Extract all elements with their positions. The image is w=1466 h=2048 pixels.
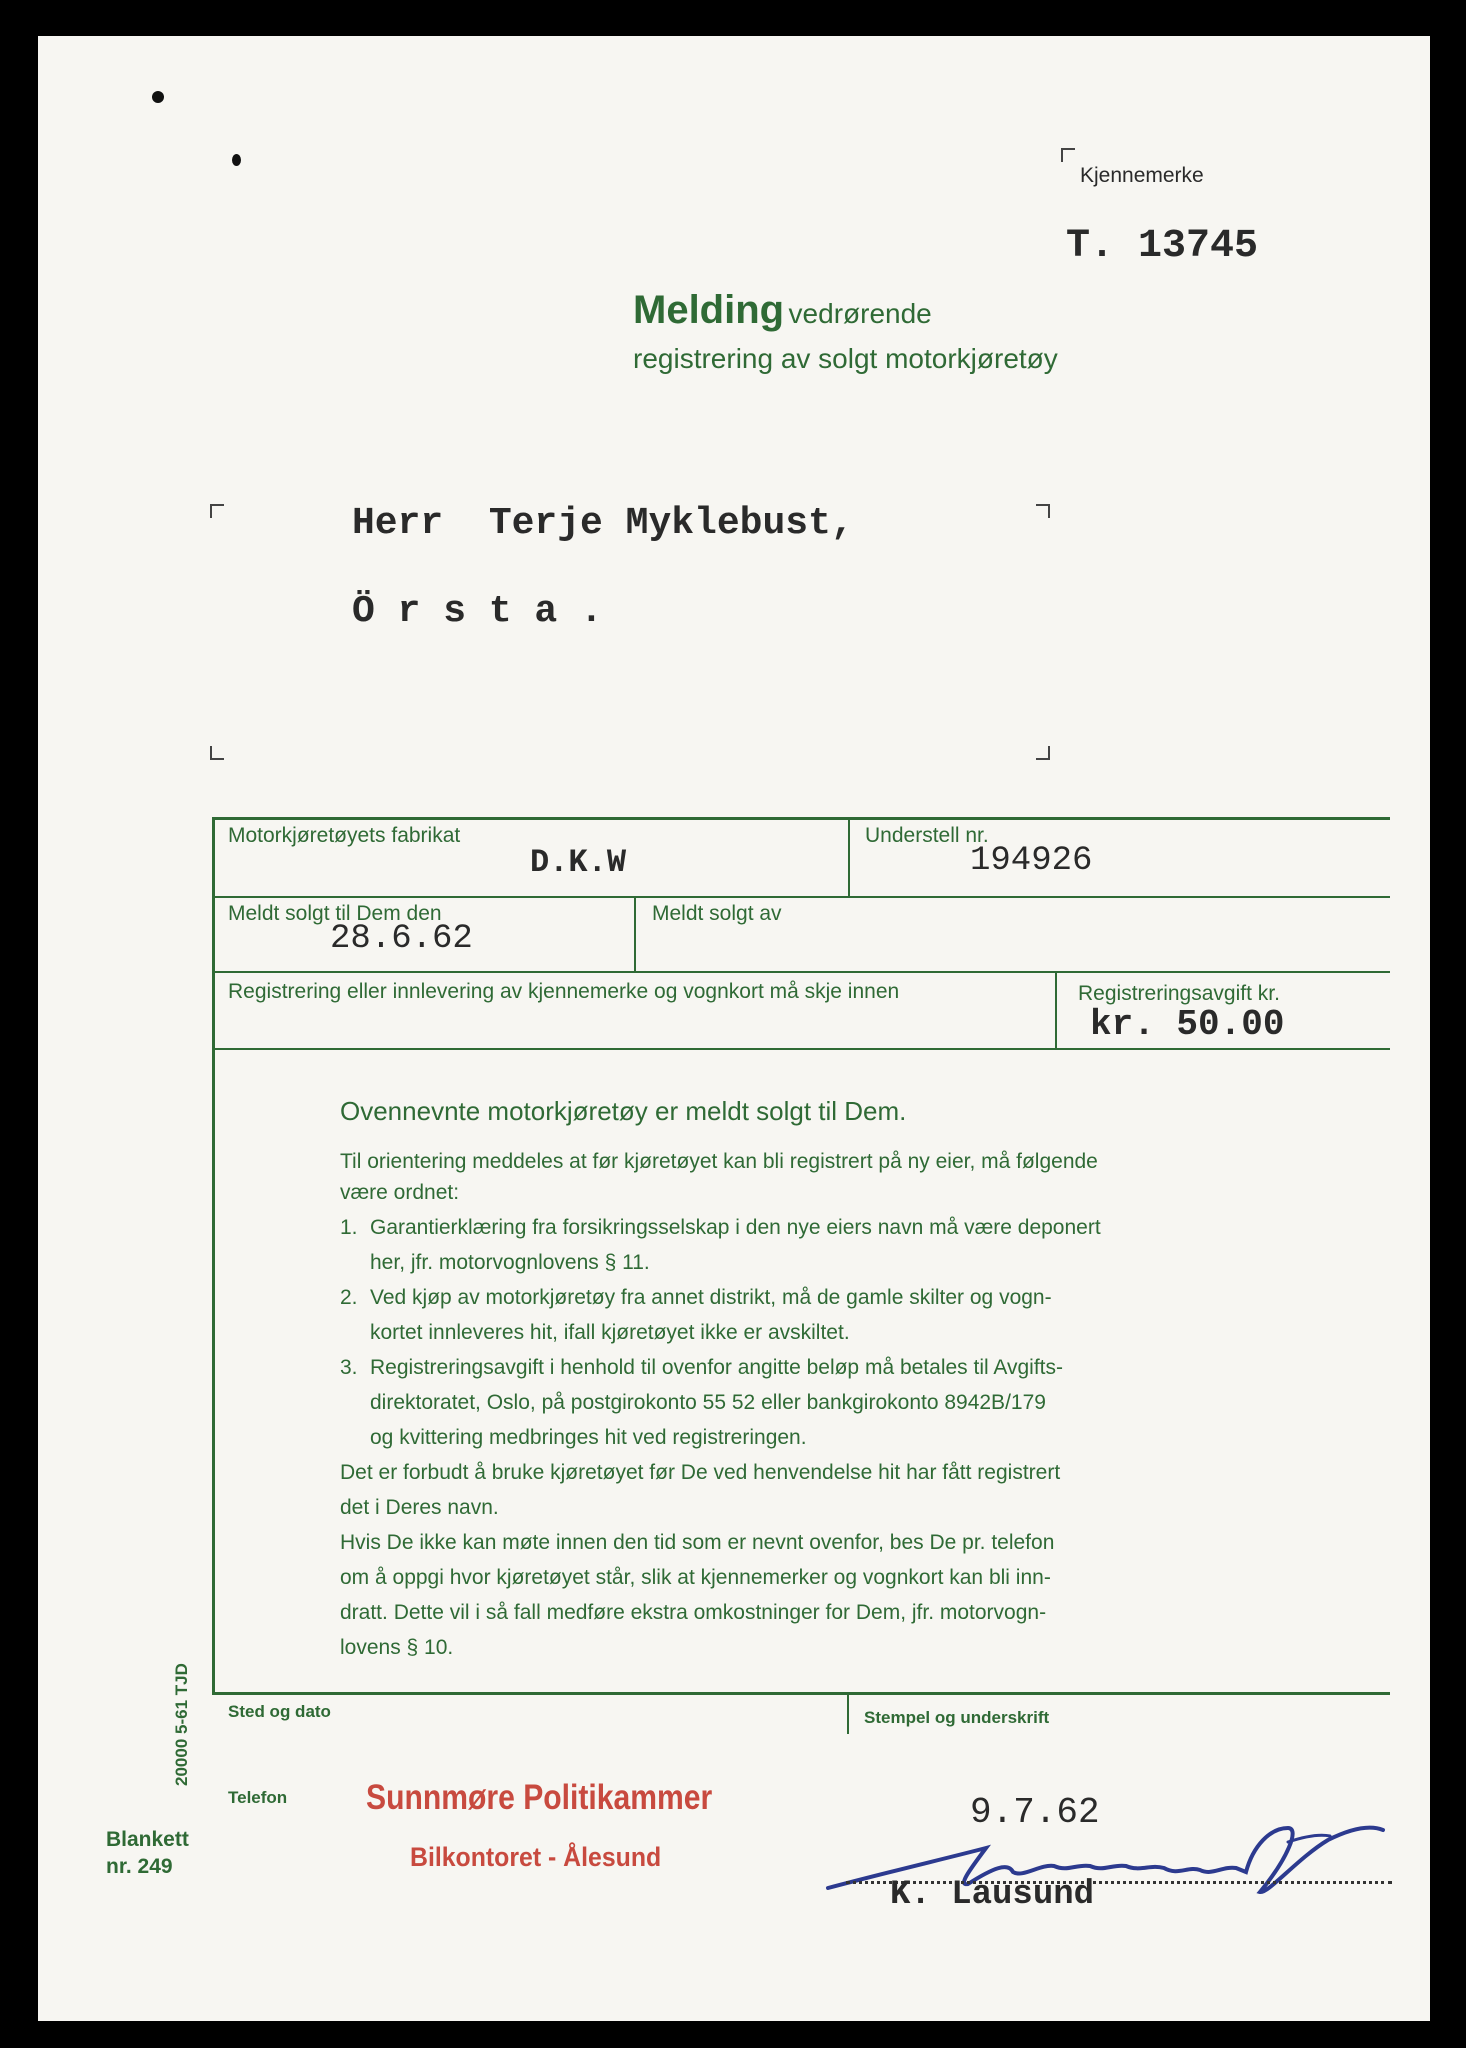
form-rule [212,1048,1390,1050]
stamp-line-2: Bilkontoret - Ålesund [410,1842,662,1872]
list-item-1-cont [340,1245,1101,1280]
paragraph-line: Hvis De ikke kan møte innen den tid som er nevnt ovenfor, bes De pr. telefon [340,1531,1055,1554]
list-number: 3. [340,1356,358,1379]
corner-bracket [1036,746,1050,760]
corner-bracket [210,746,224,760]
ink-mark [232,154,241,166]
title [633,288,932,333]
paragraph-line: det i Deres navn. [340,1496,499,1519]
form-divider [848,817,850,896]
meldt-solgt-til-value: 28.6.62 [330,920,473,958]
list-item-3-cont [340,1420,1101,1455]
corner-bracket [1061,148,1075,162]
telefon-label: Telefon [228,1788,288,1807]
recipient-place: Ö r s t a . [352,590,603,633]
body-text [340,1144,1101,1665]
form-left-rule [212,817,215,1694]
list-item-2-cont [340,1315,1101,1350]
blankett-line: nr. 249 [106,1855,173,1878]
form-divider [634,896,636,971]
list-number: 1. [340,1216,358,1239]
list-text: Ved kjøp av motorkjøretøy fra annet distrikt, må de gamle skilter og vogn- [370,1286,1052,1309]
list-text: kortet innleveres hit, ifall kjøretøyet ikke er avskiltet. [370,1321,850,1344]
intro-line: være ordnet: [340,1181,460,1204]
recipient-name: Herr Terje Myklebust, [352,502,854,545]
meldt-solgt-av-label: Meldt solgt av [652,902,782,925]
body-heading: Ovennevnte motorkjøretøy er meldt solgt til Dem. [340,1096,907,1126]
list-number: 2. [340,1286,358,1309]
understell-label: Understell nr. [865,824,989,847]
signature-date: 9.7.62 [970,1792,1100,1833]
fabrikat-value: D.K.W [530,844,627,881]
form-rule [212,1692,1390,1695]
registrering-label: Registrering eller innlevering av kjennemerke og vognkort må skje innen [228,980,900,1003]
sted-label: Sted og dato [228,1702,331,1721]
list-item-3 [340,1350,1101,1385]
understell-value: 194926 [970,842,1093,880]
ink-mark [152,91,164,103]
form-top-rule [212,817,1390,820]
kjennemerke-value: T. 13745 [1066,224,1259,269]
list-item-3-cont [340,1385,1101,1420]
document-page [38,36,1430,2021]
print-code: 20000 5-61 TJD [172,1663,191,1786]
intro-line: Til orientering meddeles at før kjøretøyet kan bli registrert på ny eier, må følgende [340,1150,1098,1173]
stamp-line-1: Sunnmøre Politikammer [366,1778,713,1817]
list-text: direktoratet, Oslo, på postgirokonto 55 52 eller bankgirokonto 8942B/179 [370,1391,1046,1414]
avgift-label: Registreringsavgift kr. [1078,982,1280,1005]
title-rest: vedrørende [788,298,932,329]
blankett-label [106,1826,189,1880]
paragraph-line: Det er forbudt å bruke kjøretøyet før De ved henvendelse hit har fått registrert [340,1461,1061,1484]
blankett-line: Blankett [106,1828,189,1851]
list-item-1 [340,1210,1101,1245]
kjennemerke-label: Kjennemerke [1080,164,1204,187]
signer-name: K. Lausund [890,1876,1095,1914]
form-rule [212,971,1390,973]
fabrikat-label: Motorkjøretøyets fabrikat [228,824,461,847]
form-divider [1055,971,1057,1048]
paragraph-line: lovens § 10. [340,1636,454,1659]
corner-bracket [210,504,224,518]
avgift-value: kr. 50.00 [1090,1004,1285,1045]
paragraph-line: dratt. Dette vil i så fall medføre ekstra omkostninger for Dem, jfr. motorvogn- [340,1601,1047,1624]
form-rule [212,896,1390,898]
paragraph-line: om å oppgi hvor kjøretøyet står, slik at kjennemerker og vognkort kan bli inn- [340,1566,1051,1589]
subtitle: registrering av solgt motorkjøretøy [633,343,1058,374]
title-bold: Melding [633,288,785,332]
list-text: Garantierklæring fra forsikringsselskap i den nye eiers navn må være deponert [370,1216,1101,1239]
corner-bracket [1036,504,1050,518]
stempel-label: Stempel og underskrift [864,1708,1050,1727]
list-text: Registreringsavgift i henhold til ovenfor angitte beløp må betales til Avgifts- [370,1356,1063,1379]
list-item-2 [340,1280,1101,1315]
form-divider [847,1692,849,1734]
meldt-solgt-til-label: Meldt solgt til Dem den [228,902,442,925]
list-text: og kvittering medbringes hit ved registreringen. [370,1426,807,1449]
list-text: her, jfr. motorvognlovens § 11. [370,1251,650,1274]
